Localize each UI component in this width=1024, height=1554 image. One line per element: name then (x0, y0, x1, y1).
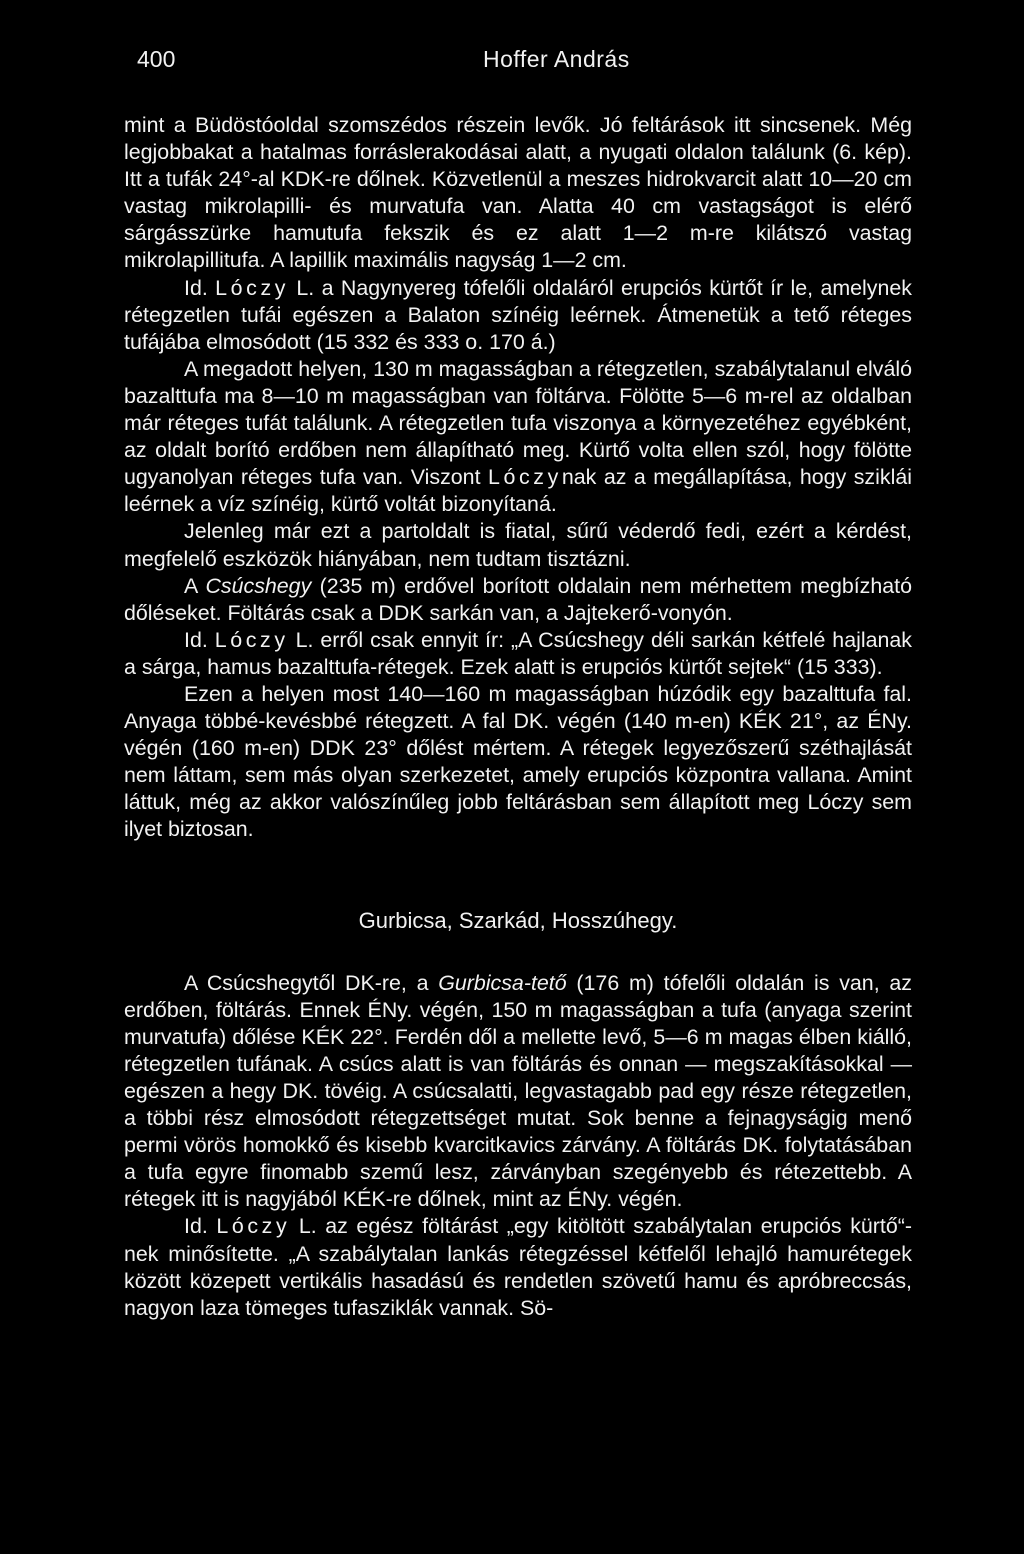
text-run: L. az egész föltárást „egy kitöltött szabálytalan erupciós kürtő“-nek minősítette. „A szabálytalan lankás rétegzéssel kétfelől lehajló hamurétegek között közepett vertikális hasadású és rendetlen szövetű hamu és apróbreccsás, nagyon laza tömeges tufasziklák vannak. Sö- (124, 1214, 913, 1320)
text-run: Id. (184, 1214, 217, 1239)
paragraph (124, 518, 912, 572)
text-run: (176 m) tófelőli oldalán is van, az erdőben, föltárás. Ennek ÉNy. végén, 150 m magasságban a tufa (anyaga szerint murvatufa) dőlése KÉK 22°. Ferdén dől a mellette levő, 5—6 m magas élben kiálló, rétegzetlen tufának. A csúcs alatt is van föltárás és onnan — megszakításokkal — egészen a hegy DK. tövéig. A csúcsalatti, legvastagabb pad egy része rétegzetlen, a többi rész elmosódott rétegzettséget mutat. Sok benne a fejnagyságig menő permi vörös homokkő és kisebb kvarcitkavics zárvány. A föltárás DK. folytatásában a tufa egyre finomabb szemű lesz, zárványban szegényebb és rétezettebb. A rétegek itt is nagyjából KÉK-re dőlnek, mint az ÉNy. végén. (124, 970, 912, 1212)
author-name: Lóczy (214, 627, 289, 652)
page-number: 400 (137, 46, 176, 72)
text-run: Jelenleg már ezt a partoldalt is fiatal, sűrű véderdő fedi, ezért a kérdést, megfelelő eszközök hiányában, nem tudtam tisztázni. (124, 519, 912, 571)
author-name: Lóczy (215, 275, 290, 300)
text-run: Gurbicsa, Szarkád, Hosszúhegy. (358, 907, 678, 933)
text-run: L. a Nagynyereg tófelőli oldaláról erupciós kürtőt ír le, amelynek rétegzetlen tufái egészen a Balaton színéig leérnek. Átmenetük a tető réteges tufájába elmosódott (15 332 és 333 o. 170 á.) (124, 275, 912, 354)
place-name: Gurbicsa-tető (438, 970, 567, 995)
text-run: A (184, 573, 206, 598)
paragraph (124, 356, 912, 519)
paragraph (124, 573, 912, 627)
paragraph (124, 970, 912, 1214)
text-run: mint a Büdöstóoldal szomszédos részein levők. Jó feltárások itt sincsenek. Még legjobbakat a hatalmas forráslerakodásai alatt, a nyugati oldalon találunk (6. kép). Itt a tufák 24°-al KDK-re dőlnek. Közvetlenül a meszes hidrokvarcit alatt 10—20 cm vastag mikrolapilli- és murvatufa van. Alatta 40 cm vastagságot is elérő sárgásszürke hamutufa fekszik és ez alatt 1—2 m-re kilátszó vastag mikrolapillitufa. A lapillik maximális nagyság 1—2 cm. (124, 113, 912, 273)
text-run: (235 m) erdővel borított oldalain nem mérhettem megbízható dőléseket. Föltárás csak a DDK sarkán van, a Jajtekerő-vonyón. (124, 573, 913, 625)
text-run: Id. (184, 627, 215, 652)
paragraph (124, 275, 912, 356)
paragraph (124, 112, 912, 275)
text-run: A Csúcshegytől DK-re, a (184, 970, 439, 995)
paragraph (124, 627, 912, 681)
section-heading (124, 907, 912, 934)
place-name: Csúcshegy (205, 573, 312, 598)
text-run: Id. (184, 275, 216, 300)
running-head: Hoffer András (483, 46, 630, 72)
page-header (137, 46, 897, 86)
text-run: A megadott helyen, 130 m magasságban a rétegzetlen, szabálytalanul elváló bazalttufa ma 8—10 m magasságban van föltárva. Fölötte 5—6 m-rel az oldalban már réteges tufát találunk. A rétegzetlen tufa viszonya a környezetéhez egyébként, az oldalt borító erdőben nem állapítható meg. Kürtő volta ellen szól, hogy fölötte ugyanolyan réteges tufa van. Viszont (124, 356, 912, 490)
text-run: L. erről csak ennyit ír: „A Csúcshegy déli sarkán kétfelé hajlanak a sárga, hamus bazalttufa-rétegek. Ezek alatt is erupciós kürtőt sejtek“ (15 333). (124, 627, 912, 679)
body-text (124, 112, 912, 1322)
paragraph (124, 1213, 912, 1321)
author-name: Lóczy (216, 1214, 291, 1239)
text-run: Ezen a helyen most 140—160 m magasságban húzódik egy bazalttufa fal. Anyaga többé-kevésbbé rétegzett. A fal DK. végén (140 m-en) KÉK 21°, az ÉNy. végén (160 m-en) DDK 23° dőlést mértem. A rétegek legyezőszerű széthajlását nem láttam, sem más olyan szerkezetet, amely erupciós központra vallana. Amint láttuk, még az akkor valószínűleg jobb feltárásban sem állapított meg Lóczy sem ilyet biztosan. (124, 681, 912, 842)
author-name: Lóczy (488, 465, 562, 490)
text-run: nak az a megállapítása, hogy sziklái leérnek a víz színéig, kürtő voltát bizonyítaná. (124, 465, 912, 517)
paragraph (124, 681, 912, 844)
